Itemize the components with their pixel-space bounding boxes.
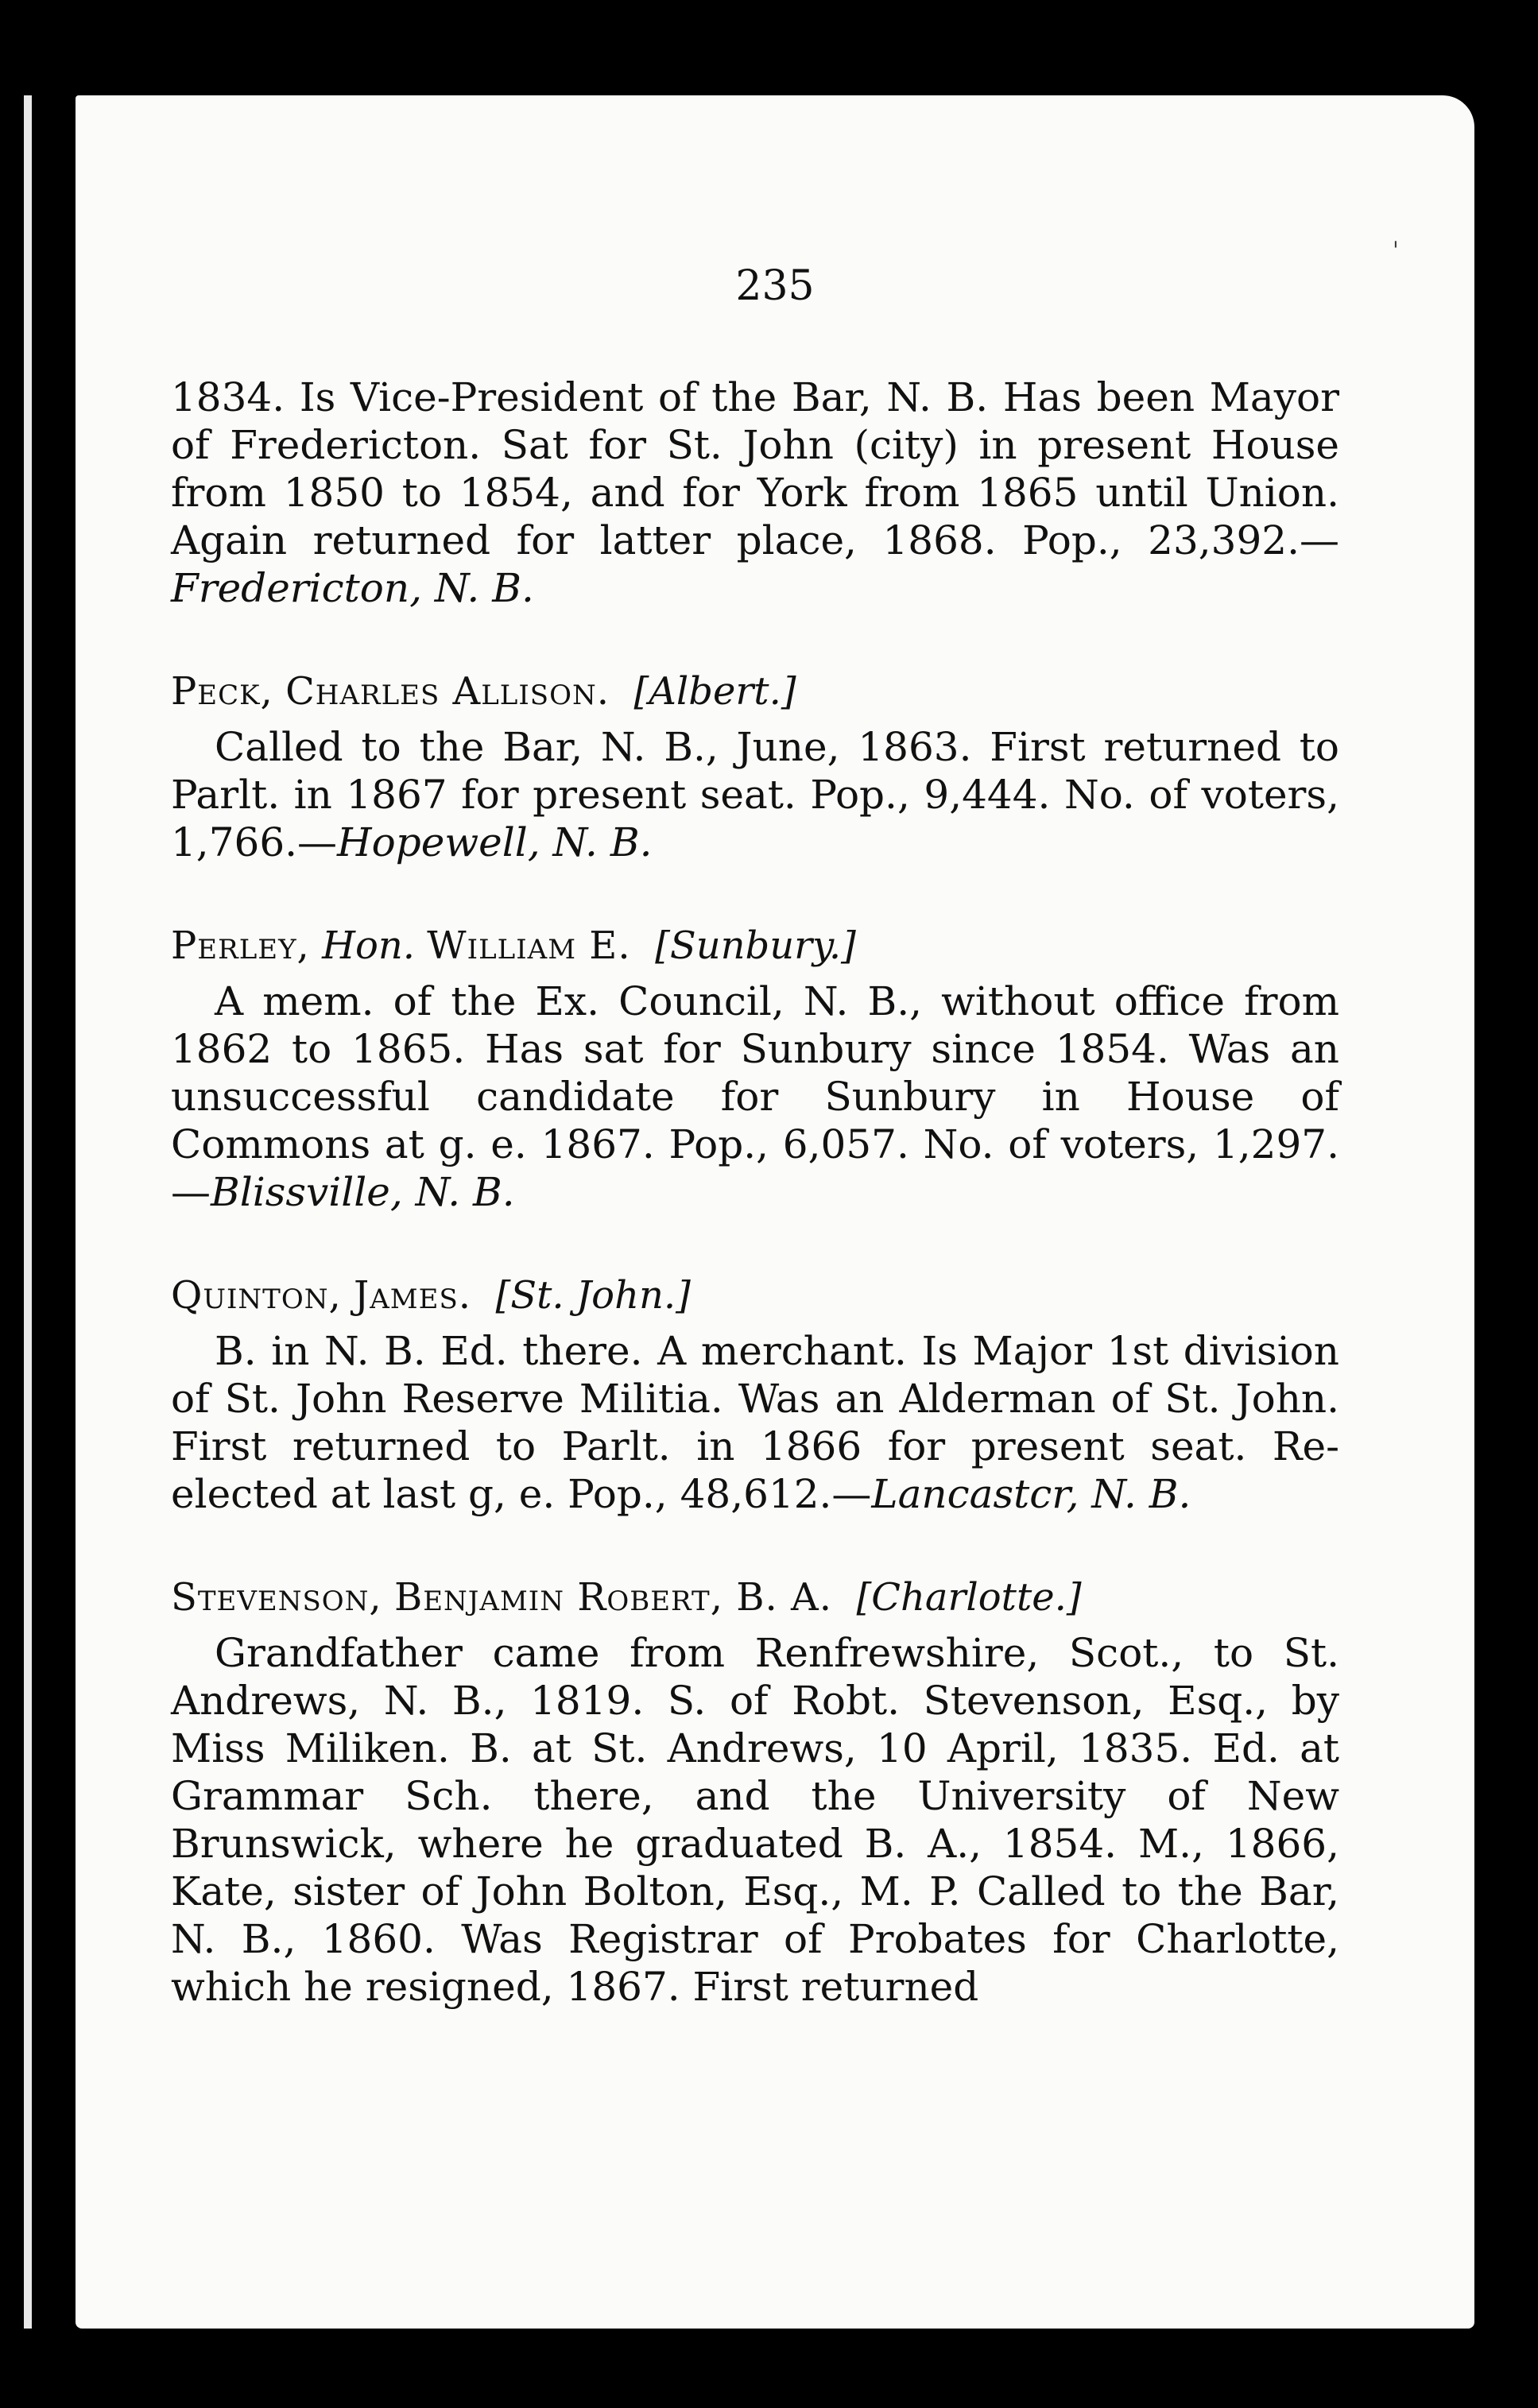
entry-surname: Stevenson, — [171, 1575, 382, 1620]
entry-stevenson — [171, 1574, 1339, 2011]
continued-entry-residence: Fredericton, N. B. — [171, 565, 534, 611]
entry-title: Hon. — [322, 923, 416, 968]
book-page — [76, 95, 1474, 2329]
text-column — [171, 374, 1339, 2011]
entry-constituency: [Albert.] — [633, 669, 796, 714]
page-number: 235 — [735, 262, 815, 310]
entry-constituency: [St. John.] — [495, 1273, 691, 1318]
entry-residence: Hopewell, N. B. — [337, 819, 653, 865]
entry-heading — [171, 1272, 1339, 1319]
entry-body — [171, 1327, 1339, 1518]
entry-heading — [171, 1574, 1339, 1621]
continued-entry — [171, 374, 1339, 612]
entry-heading — [171, 668, 1339, 715]
edge-specks: ˌ — [1392, 223, 1399, 250]
entry-perley — [171, 922, 1339, 1216]
entry-body-text: Called to the Bar, N. B., June, 1863. First returned to Parlt. in 1867 for present seat. Pop., 9,444. No. of voters, 1,766.— — [171, 724, 1339, 865]
entry-given-names: James. — [354, 1273, 471, 1318]
entry-given-names: Charles Allison. — [285, 669, 610, 714]
entry-quinton — [171, 1272, 1339, 1518]
entry-surname: Perley, — [171, 923, 310, 968]
entry-heading — [171, 922, 1339, 970]
entry-given-names: William E. — [427, 923, 631, 968]
entry-constituency: [Sunbury.] — [655, 923, 856, 968]
entry-constituency: [Charlotte.] — [856, 1575, 1082, 1620]
entry-body — [171, 978, 1339, 1216]
entry-residence: Lancastcr, N. B. — [871, 1471, 1191, 1517]
entry-body-text: B. in N. B. Ed. there. A merchant. Is Major 1st division of St. John Reserve Militia. Was an Alderman of St. John. First returned to Parlt. in 1866 for present seat. Re-elected at last g, e. Pop., 48,612.— — [171, 1328, 1339, 1517]
continued-entry-text: 1834. Is Vice-President of the Bar, N. B. Has been Mayor of Fredericton. Sat for St. John (city) in present House from 1850 to 1854, and for York from 1865 until Union. Again returned for latter place, 1868. Pop., 23,392.— — [171, 374, 1339, 563]
entry-surname: Peck, — [171, 669, 273, 714]
entry-given-names: Benjamin Robert, B. A. — [393, 1575, 832, 1620]
entry-residence: Blissville, N. B. — [211, 1169, 515, 1215]
entry-peck — [171, 668, 1339, 866]
entry-body-text: Grandfather came from Renfrewshire, Scot., to St. Andrews, N. B., 1819. S. of Robt. Stevenson, Esq., by Miss Miliken. B. at St. Andrews, 10 April, 1835. Ed. at Grammar Sch. there, and the University of New Brunswick, where he graduated B. A., 1854. M., 1866, Kate, sister of John Bolton, Esq., M. P. Called to the Bar, N. B., 1860. Was Registrar of Probates for Charlotte, which he resigned, 1867. First returned — [171, 1630, 1339, 2010]
entry-body-text: A mem. of the Ex. Council, N. B., without office from 1862 to 1865. Has sat for Sunbury since 1854. Was an unsuccessful candidate for Sunbury in House of Commons at g. e. 1867. Pop., 6,057. No. of voters, 1,297.— — [171, 978, 1339, 1215]
entry-surname: Quinton, — [171, 1273, 342, 1318]
binding-edge — [24, 95, 32, 2329]
entry-body — [171, 723, 1339, 866]
entry-body — [171, 1629, 1339, 2011]
